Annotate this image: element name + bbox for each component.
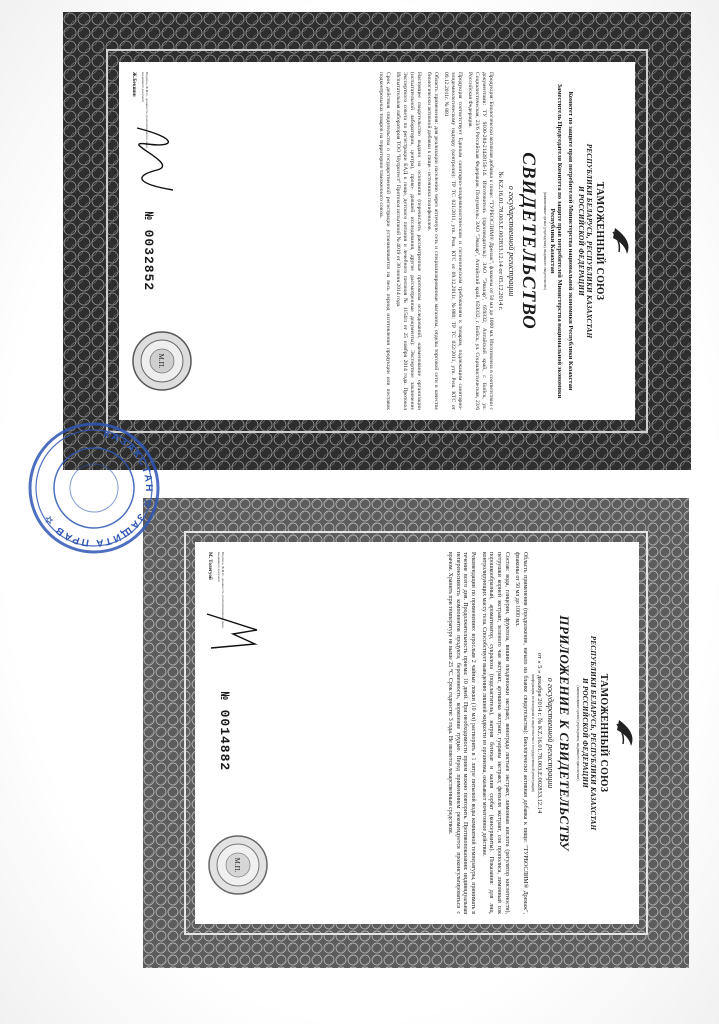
composition-text: Состав: вода, глицерин, фруктоза, вишни плодоножки экстракт, винограда листьев экстракт, лимонная кислота (регулятор кислотности), петрушки корней экстракт, зеленого чая экстракт, артишока экстракт, гуараны экстракт, фенхеля экстракт, сок прополиса, лимонный сок порошкообразный, ароматизатор, сукралоза (подсластитель), натрия бензоат и калия сорбат (консерванты). Показания: для лиц, контролирующих массу тела. Способствует выведению лишней жидкости из организма, оказывает мочегонное действие.	[480, 552, 510, 914]
states-line-2: И РОССИЙСКОЙ ФЕДЕРАЦИИ	[577, 186, 586, 296]
signer-caption: Подпись, Ф.И.О., должность уполномоченного лица, выдавшего документ	[141, 72, 150, 149]
handwritten-signature-icon	[127, 124, 187, 194]
states-line-1: РЕСПУБЛИКИ БЕЛАРУСЬ, РЕСПУБЛИКИ КАЗАХСТАН	[585, 143, 594, 339]
certificate-serial: № 0032852	[141, 212, 156, 292]
appendix-number: от « 5 » декабря 2014 г. № KZ.16.01.78.003.E.002833.12.14	[535, 652, 543, 814]
certificate-sheet	[63, 12, 691, 470]
customs-union-logo-icon	[609, 226, 635, 256]
certificate-number: № KZ.16.01.78.003.E.002833.12.14 от 05.12.2014 г.	[496, 171, 504, 311]
certificate-subtitle: о государственной регистрации	[506, 185, 516, 297]
union-title: ТАМОЖЕННЫЙ СОЮЗ	[594, 181, 605, 301]
appendix-body	[195, 542, 639, 924]
appendix-subtitle: о государственной регистрации	[545, 677, 555, 789]
appendix-signature-row	[203, 552, 267, 914]
certificate-signature-row	[127, 72, 191, 410]
appendix-serial: № 0014882	[217, 692, 232, 772]
appendix-content	[195, 542, 639, 924]
certificate-title: СВИДЕТЕЛЬСТВО	[517, 152, 539, 330]
usage-text: Область применения: для реализации населению через аптечную сеть и специализированные магазины, отделы торговой сети в качестве биологически активной добавки к пище - источника полифенолов.	[426, 72, 439, 410]
seal-text: М.П.	[233, 857, 241, 873]
committee-text: Комитет по защите прав потребителей Министерства национальной экономики Республики Казахстан	[566, 91, 574, 391]
signer-caption: Подпись, Ф.И.О., должность уполномоченного лица, выдавшего документ	[217, 552, 226, 629]
stamp-text: КАЗАКСТАН ☆ ЗАЩИТА ПРАВ ☆	[41, 428, 155, 549]
official-seal-icon	[207, 834, 269, 896]
appendix-sheet	[143, 498, 689, 968]
basis-text: Настоящее свидетельство выдано на основании (перечислить рассмотренные протоколы исследований, наименование организации (испытательной лаборатории, центра), прово- дившей исследования, другие рассмотренные документы): Экспертное заключение Экспертного совета по регистрации БАД к пище, детского питания и лечебного питания № 1154/п от 25 ноября 2014 года. Протокол Испытательная лаборатория ТОО "Нутритест" Протокол испытаний № 4019 от 30 июня 2014 года.	[395, 72, 423, 410]
certificate-body	[119, 62, 635, 420]
official-seal-icon	[131, 330, 193, 392]
authority-caption: (наименование органа (учреждения), выдавшего приложение)	[575, 685, 580, 781]
states-line-1: РЕСПУБЛИКИ БЕЛАРУСЬ, РЕСПУБЛИКИ КАЗАХСТАН	[589, 635, 598, 831]
certificate-content	[119, 62, 635, 420]
blue-round-stamp-icon	[24, 418, 164, 558]
seal-text: М.П.	[157, 353, 165, 369]
signer-name: М. Толегуой	[207, 552, 212, 580]
handwritten-signature-icon	[203, 604, 263, 674]
dosage-text: Рекомендации по применению: взрослым 2 чайные ложки (10 мл) растворить в 1 литре питьевой воды комнатной температуры, принимать в течение всего дня. Продолжительность приема: 10 дней. При необходимости прием можно повторить. Противопоказания: индивидуальная непереносимость компонентов продукта, беременность, кормление грудью. Перед применением рекомендуется проконсультироваться с врачом. Хранить при температуре не выше 25 °С. Срок годности: 3 года. Не является лекарственным средством.	[446, 552, 476, 914]
appendix-title: ПРИЛОЖЕНИЕ К СВИДЕТЕЛЬСТВУ	[556, 615, 572, 851]
states-line-2: И РОССИЙСКОЙ ФЕДЕРАЦИИ	[581, 678, 590, 788]
product-text: Продукция: Биологически активная добавка к пище: "ТУРБОСЛИМ® Дренаж", флаконы от 50 мл до 1000 мл. Изготовлена в соответствии с документами: ТУ 9100-284-21428156-14. Изготовитель (производитель): ЗАО "Эвалар", 659332, Алтайский край, г. Бийск, ул. Социалистическая, 23/6 Российская Федерация. Получатель: ЗАО "Эвалар", Алтайский край, 659332, г. Бийск, ул. Социалистическая, 23/6 Российская Федерация.	[466, 72, 494, 410]
union-title: ТАМОЖЕННЫЙ СОЮЗ	[598, 673, 609, 793]
number-caption: (информация, не вошедшая в свидетельство о государственной регистрации)	[530, 674, 535, 792]
signer-name: Ж.Бекшин	[131, 72, 136, 97]
customs-union-logo-icon	[613, 718, 639, 748]
compliance-text: Продукция соответствует Единым санитарно-эпидемиологическим и гигиеническим требованиям к товарам, подлежащим санитарно-эпидемиологическому надзору (контролю): ТР ТС 021/2011, утв. Реш. КТС от 09.12.2011г. №880; ТР ТС 022/2011, утв. Реш. КТС от 09.12.2011г. № 881	[442, 72, 463, 410]
deputy-text: Заместитель Председателя Комитета по защите прав потребителей Министерства национальной экономики Республики Казахстан	[548, 83, 564, 399]
svg-text:КАЗАКСТАН ☆ ЗАЩИТА ПРАВ ☆	[38, 421, 164, 558]
scope-text: Область применения (продолжение, начало на бланке свидетельства): Биологически активная добавка к пище: "ТУРБОСЛИМ® Дренаж", флаконы от 50 мл до 1000 мл.	[514, 552, 528, 914]
validity-text: Срок действия свидетельства о государственной регистрации устанавливается на весь период изготовления продукции или поставок подконтрольных товаров на территорию таможенного союза.	[378, 72, 392, 410]
authority-caption: (наименование органа (учреждения), выдавшего свидетельство)	[542, 191, 547, 291]
